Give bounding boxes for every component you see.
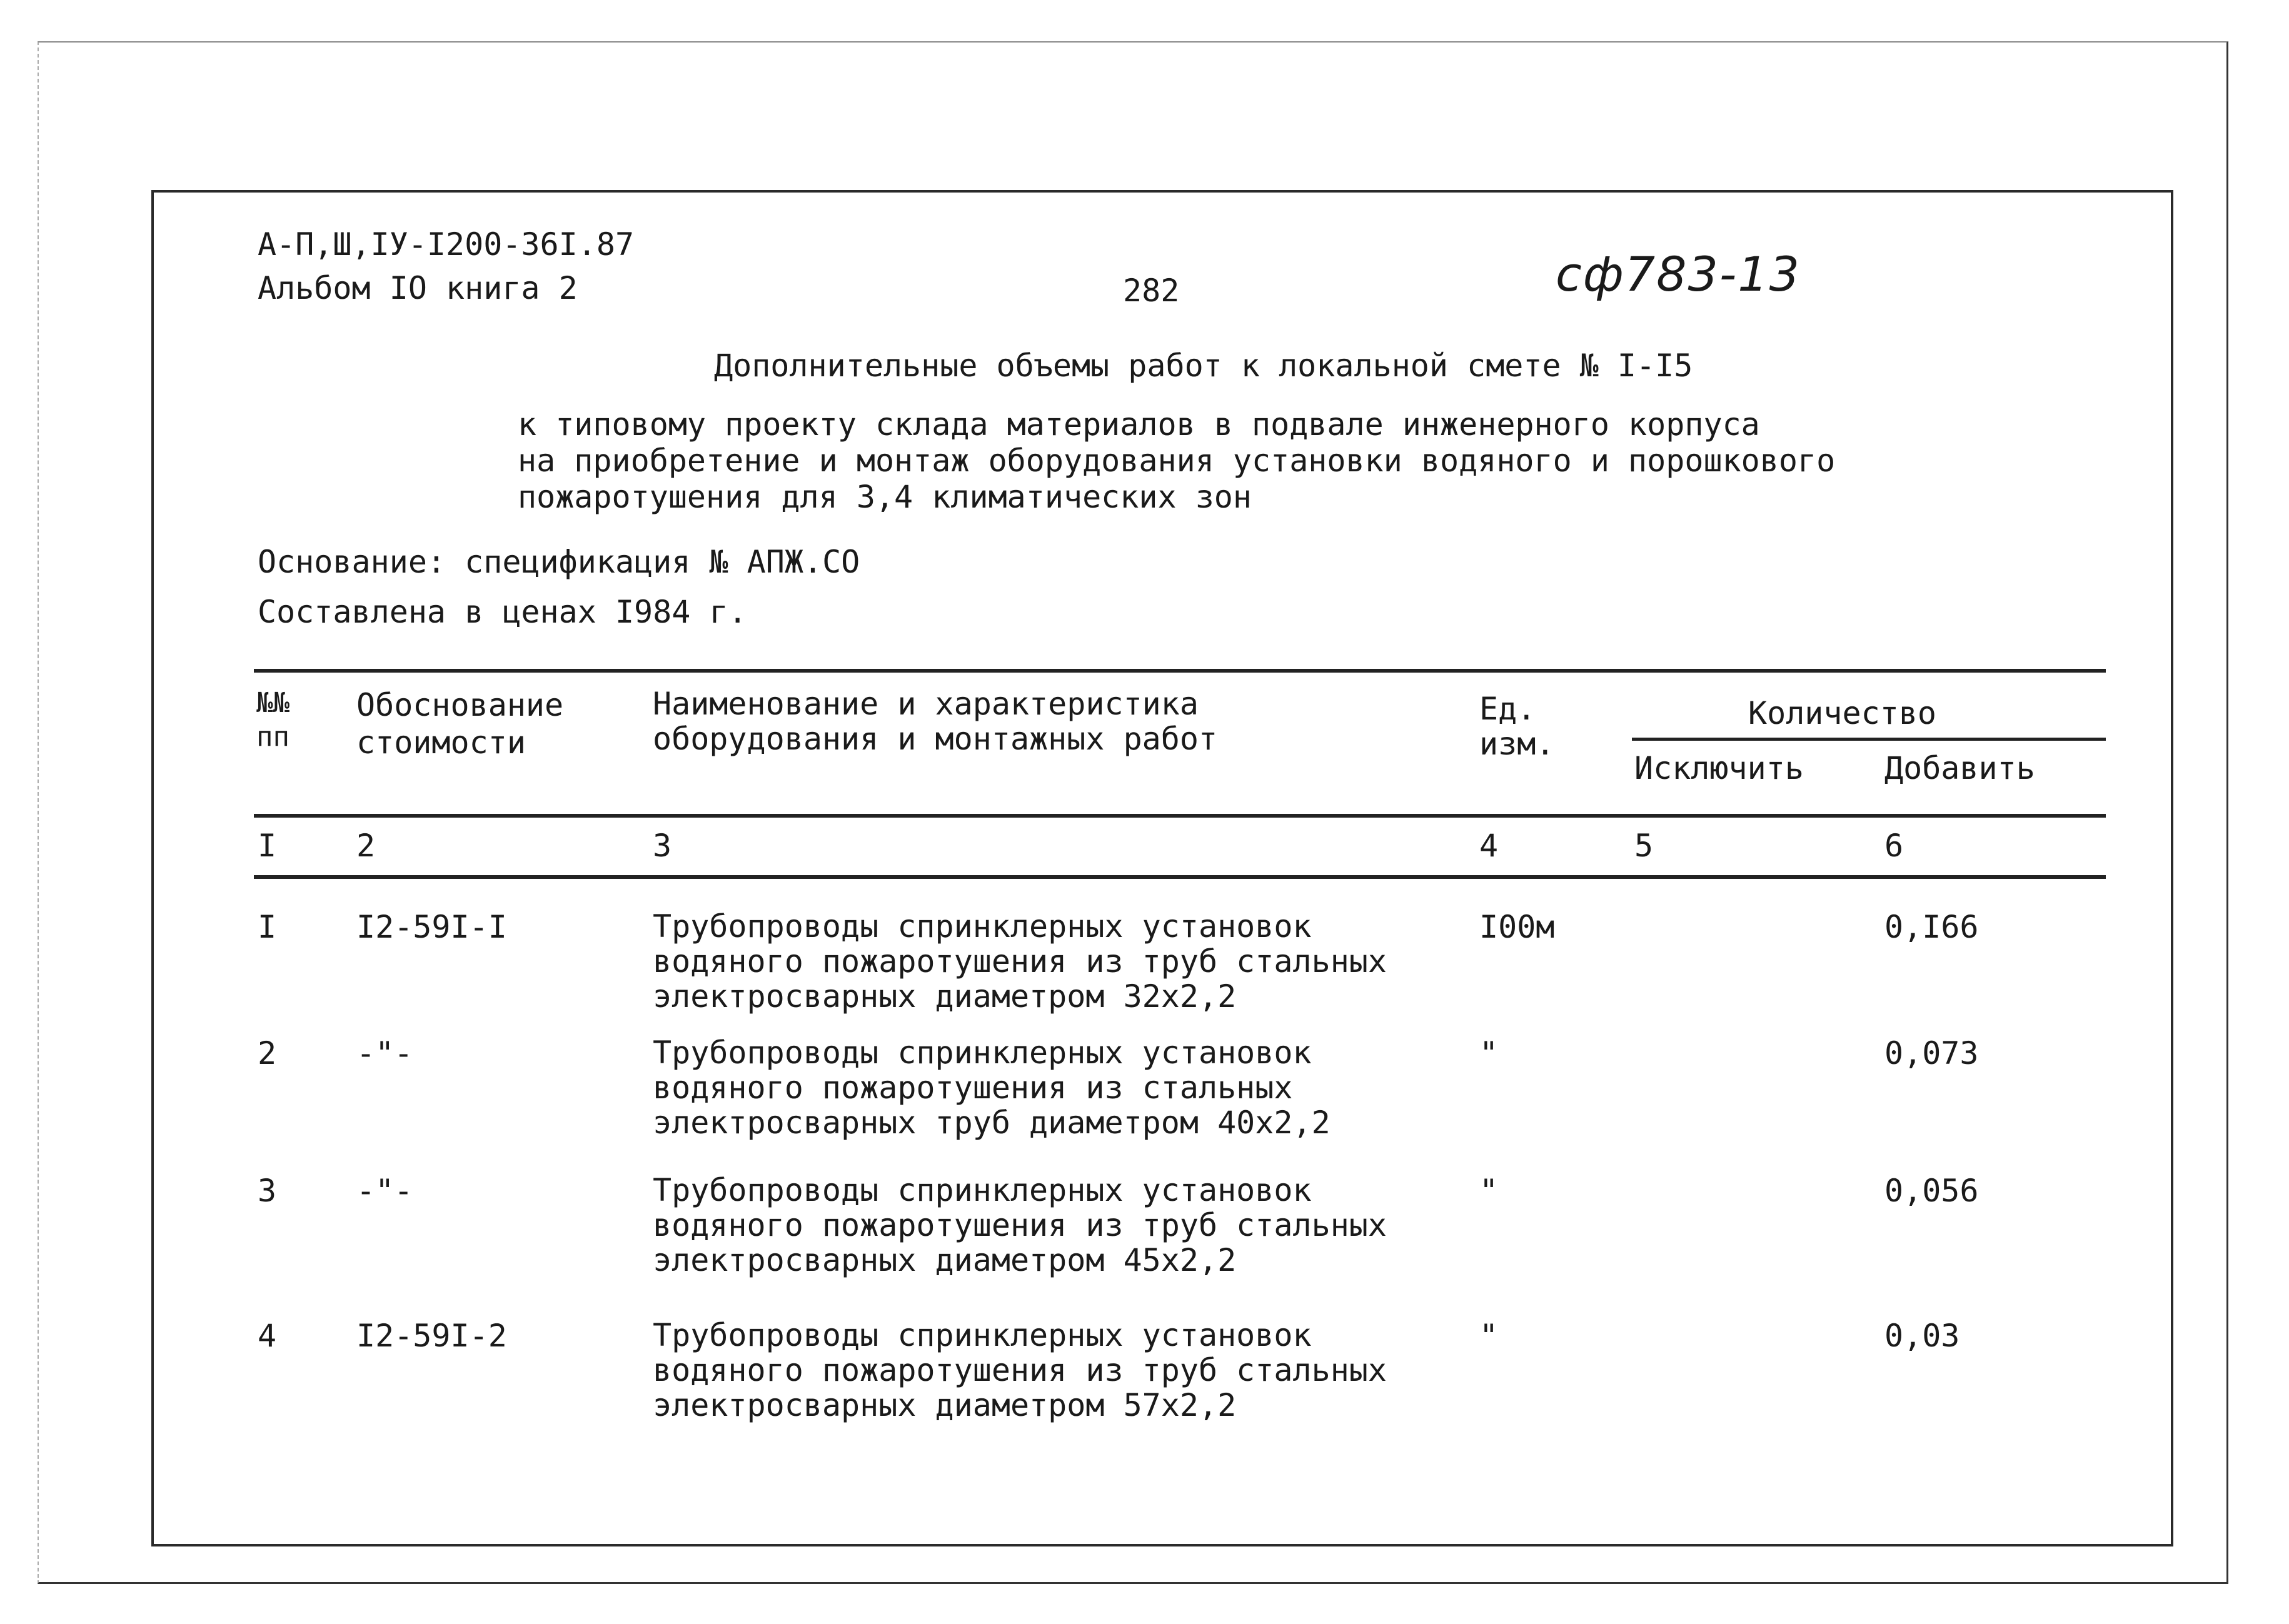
basis-line: Основание: спецификация № АПЖ.СО bbox=[258, 544, 860, 580]
colnum-3: 3 bbox=[653, 828, 672, 864]
row-num: 4 bbox=[258, 1318, 277, 1354]
sheet-code: сф783-13 bbox=[1556, 246, 1801, 302]
header-add: Добавить bbox=[1884, 750, 2035, 786]
subtitle-line-3: пожаротушения для 3,4 климатических зон bbox=[518, 479, 1252, 515]
row-add: 0,I66 bbox=[1884, 909, 1979, 945]
header-justification: Обоснование стоимости bbox=[356, 687, 564, 761]
row-unit: " bbox=[1479, 1035, 1499, 1071]
row-code: -"- bbox=[356, 1035, 413, 1071]
colnum-6: 6 bbox=[1884, 828, 1904, 864]
header-unit: Ед. изм. bbox=[1479, 691, 1555, 762]
row-unit: " bbox=[1479, 1318, 1499, 1354]
row-code: I2-59I-I bbox=[356, 909, 507, 945]
row-description: Трубопроводы спринклерных установок водяного пожаротушения из труб стальных электросварных диаметром 32х2,2 bbox=[653, 908, 1387, 1015]
header-exclude: Исключить bbox=[1634, 750, 1804, 786]
project-code: А-П,Ш,IУ-I200-36I.87 bbox=[258, 226, 635, 263]
header-bottom-rule bbox=[254, 814, 2106, 818]
row-add: 0,03 bbox=[1884, 1318, 1960, 1354]
colnum-2: 2 bbox=[356, 828, 376, 864]
quantity-divider-rule bbox=[1632, 738, 2106, 741]
row-num: I bbox=[258, 909, 277, 945]
colnum-1: I bbox=[258, 828, 277, 864]
row-unit: " bbox=[1479, 1173, 1499, 1209]
header-quantity: Количество bbox=[1748, 695, 1937, 731]
table-top-rule bbox=[254, 669, 2106, 673]
prices-line: Составлена в ценах I984 г. bbox=[258, 594, 747, 630]
album-info: Альбом IO книга 2 bbox=[258, 270, 578, 306]
row-code: -"- bbox=[356, 1173, 413, 1209]
page-number: 282 bbox=[1123, 273, 1180, 309]
row-code: I2-59I-2 bbox=[356, 1318, 507, 1354]
subtitle-line-2: на приобретение и монтаж оборудования установки водяного и порошкового bbox=[518, 443, 1836, 479]
row-unit: I00м bbox=[1479, 909, 1555, 945]
header-name: Наименование и характеристика оборудования и монтажных работ bbox=[653, 686, 1218, 757]
colnum-4: 4 bbox=[1479, 828, 1499, 864]
row-description: Трубопроводы спринклерных установок водяного пожаротушения из труб стальных электросварных диаметром 45х2,2 bbox=[653, 1172, 1387, 1278]
row-description: Трубопроводы спринклерных установок водяного пожаротушения из стальных электросварных труб диаметром 40х2,2 bbox=[653, 1035, 1331, 1141]
colnum-5: 5 bbox=[1634, 828, 1654, 864]
row-description: Трубопроводы спринклерных установок водяного пожаротушения из труб стальных электросварных диаметром 57х2,2 bbox=[653, 1317, 1387, 1423]
subtitle-line-1: к типовому проекту склада материалов в подвале инженерного корпуса bbox=[518, 406, 1760, 443]
header-num: №№ пп bbox=[256, 687, 289, 753]
column-numbers-rule bbox=[254, 875, 2106, 879]
row-add: 0,056 bbox=[1884, 1173, 1979, 1209]
row-add: 0,073 bbox=[1884, 1035, 1979, 1071]
row-num: 2 bbox=[258, 1035, 277, 1071]
row-num: 3 bbox=[258, 1173, 277, 1209]
document-title: Дополнительные объемы работ к локальной смете № I-I5 bbox=[714, 348, 1693, 384]
